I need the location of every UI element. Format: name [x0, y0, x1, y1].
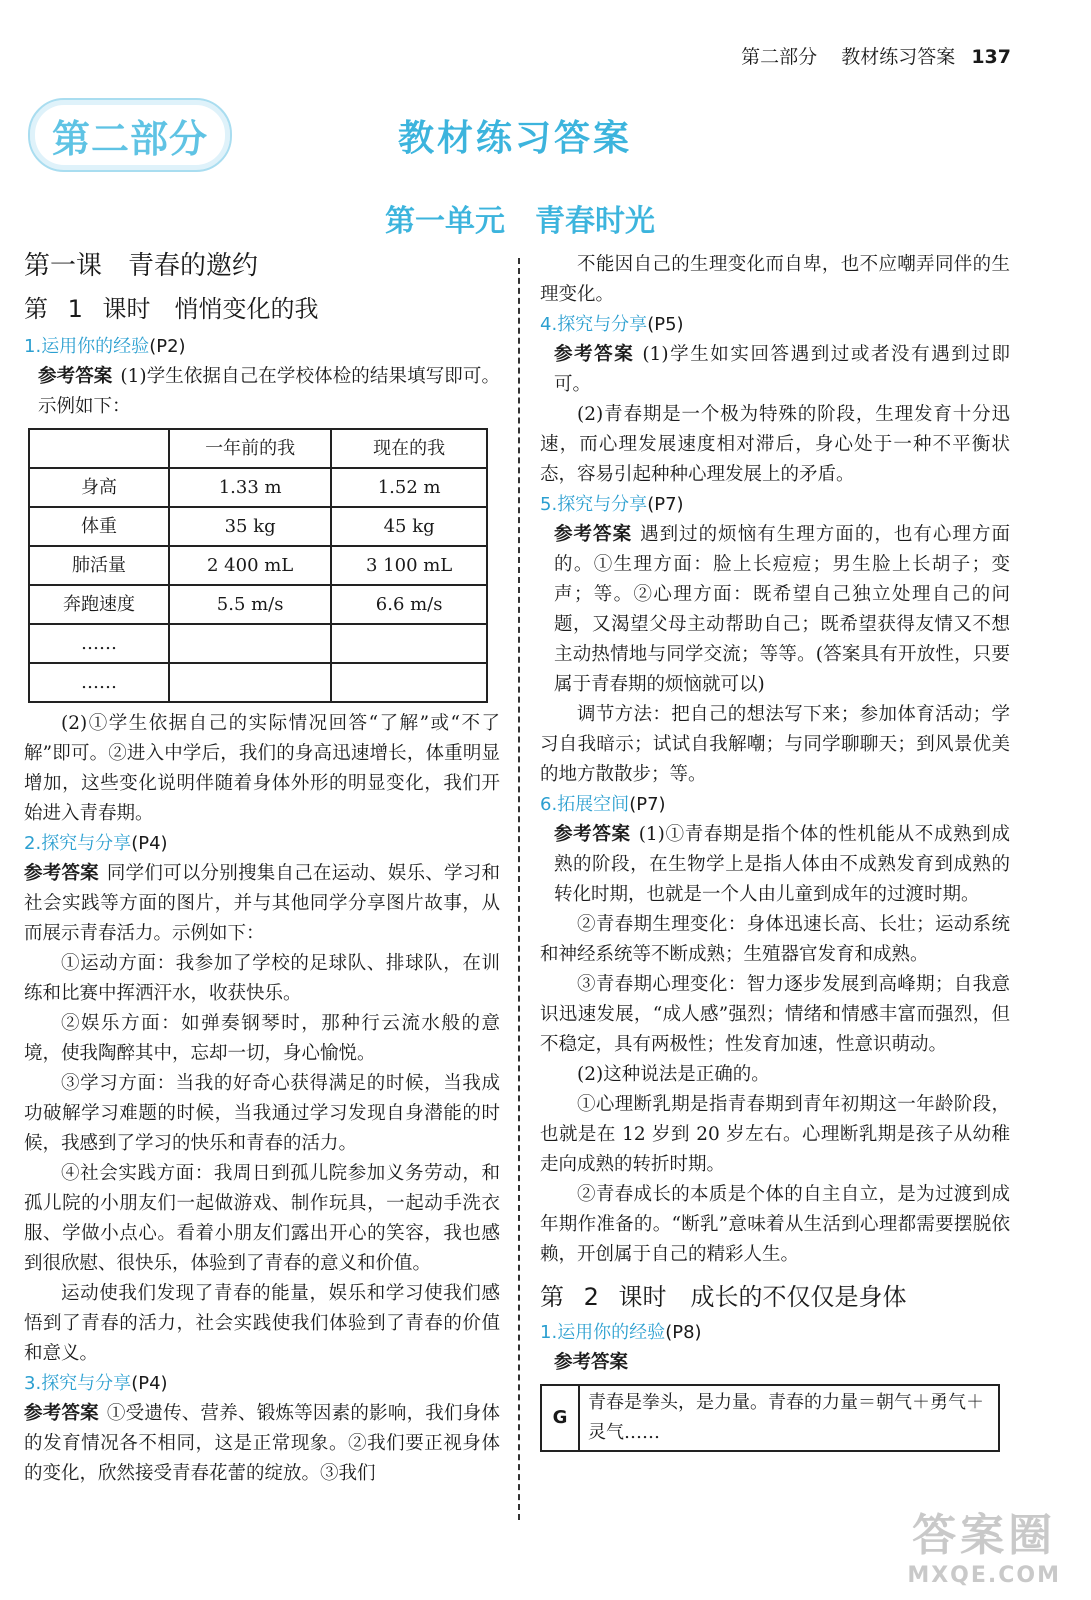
section-heading: 3.探究与分享(P4) — [24, 1373, 168, 1394]
watermark — [907, 1499, 1061, 1588]
running-header — [741, 42, 1011, 69]
answer-paragraph: ①心理断乳期是指青春期到青年初期这一年龄阶段，也就是在 12 岁到 20 岁左右。心理断乳期是孩子从幼稚走向成熟的转折时期。 — [540, 1094, 1010, 1175]
answer-paragraph: 调节方法：把自己的想法写下来；参加体育活动；学习自我暗示；试试自我解嘲；与同学聊聊天；到风景优美的地方散散步；等。 — [540, 704, 1010, 785]
table-row: 身高 1.33 m 1.52 m — [29, 468, 487, 507]
answer-label: 参考答案 — [24, 1403, 99, 1424]
answer-paragraph: 参考答案 ①受遗传、营养、锻炼等因素的影响，我们身体的发育情况各不相同，这是正常现象。②我们要正视身体的变化，欣然接受青春花蕾的绽放。③我们 — [24, 1403, 500, 1484]
answer-paragraph: (2)青春期是一个极为特殊的阶段，生理发育十分迅速，而心理发展速度相对滞后，身心处于一种不平衡状态，容易引起种种心理发展上的矛盾。 — [540, 404, 1010, 485]
answer-paragraph: 参考答案 同学们可以分别搜集自己在运动、娱乐、学习和社会实践等方面的图片，并与其他同学分享图片故事，从而展示青春活力。示例如下： — [24, 863, 500, 944]
answer-label: 参考答案 — [554, 824, 631, 845]
g-text: 青春是拳头，是力量。青春的力量＝朝气＋勇气＋灵气…… — [579, 1385, 999, 1451]
main-title: 教材练习答案 — [397, 118, 632, 159]
table-row: 体重 35 kg 45 kg — [29, 507, 487, 546]
header-title: 教材练习答案 — [841, 46, 956, 68]
watermark-logo: 答案圈 — [912, 1510, 1057, 1561]
answer-paragraph: ②娱乐方面：如弹奏钢琴时，那种行云流水般的意境，使我陶醉其中，忘却一切，身心愉悦。 — [24, 1013, 500, 1064]
answer-paragraph: ①运动方面：我参加了学校的足球队、排球队，在训练和比赛中挥洒汗水，收获快乐。 — [24, 953, 500, 1004]
period-title: 第 1 课时 悄悄变化的我 — [24, 295, 319, 323]
section-heading: 6.拓展空间(P7) — [540, 794, 666, 815]
answer-label: 参考答案 — [554, 344, 635, 365]
answer-paragraph: 参考答案 (1)学生如实回答遇到过或者没有遇到过即可。 — [554, 344, 1010, 395]
answer-label-line — [540, 1348, 1010, 1378]
section-heading: 1.运用你的经验(P8) — [540, 1322, 702, 1343]
answer-paragraph: ②青春期生理变化：身体迅速长高、长壮；运动系统和神经系统等不断成熟；生殖器官发育和成熟。 — [540, 914, 1010, 965]
lesson-title: 第一课 青春的邀约 — [24, 251, 259, 281]
page-number: 137 — [971, 46, 1011, 68]
header-section: 第二部分 — [741, 46, 818, 68]
table-row: …… — [29, 624, 487, 663]
part-badge: 第二部分 — [28, 98, 232, 172]
unit-title: 第一单元 青春时光 — [385, 204, 655, 239]
answer-paragraph: 运动使我们发现了青春的能量，娱乐和学习使我们感悟到了青春的活力，社会实践使我们体验到了青春的价值和意义。 — [24, 1283, 500, 1364]
answer-paragraph: (2)①学生依据自己的实际情况回答“了解”或“不了解”即可。②进入中学后，我们的身高迅速增长，体重明显增加，这些变化说明伴随着身体外形的明显变化，我们开始进入青春期。 — [24, 713, 500, 824]
section-heading: 2.探究与分享(P4) — [24, 833, 168, 854]
table-header-row: 一年前的我 现在的我 — [29, 429, 487, 468]
table-row: 奔跑速度 5.5 m/s 6.6 m/s — [29, 585, 487, 624]
answer-paragraph: 参考答案 遇到过的烦恼有生理方面的，也有心理方面的。①生理方面：脸上长痘痘；男生脸上长胡子；变声；等。②心理方面：既希望自己独立处理自己的问题，又渴望父母主动帮助自己；既希望获得友情又不想主动热情地与同学交流；等等。(答案具有开放性，只要属于青春期的烦恼就可以) — [554, 524, 1010, 695]
table-row: …… — [29, 663, 487, 702]
g-letter: G — [541, 1385, 579, 1451]
answer-label: 参考答案 — [554, 1352, 629, 1373]
answer-paragraph: (2)这种说法是正确的。 — [577, 1064, 770, 1085]
section-heading: 1.运用你的经验(P2) — [24, 336, 186, 357]
section-heading: 4.探究与分享(P5) — [540, 314, 684, 335]
answer-label: 参考答案 — [24, 863, 99, 884]
section-heading: 5.探究与分享(P7) — [540, 494, 684, 515]
answer-paragraph: ③青春期心理变化：智力逐步发展到高峰期；自我意识迅速发展，“成人感”强烈；情绪和情感丰富而强烈，但不稳定，具有两极性；性发育加速，性意识萌动。 — [540, 974, 1010, 1055]
left-column — [24, 244, 500, 1489]
answer-label: 参考答案 — [554, 524, 633, 545]
answer-paragraph: ④社会实践方面：我周日到孤儿院参加义务劳动，和孤儿院的小朋友们一起做游戏、制作玩具，一起动手洗衣服、学做小点心。看着小朋友们露出开心的笑容，我也感到很欣慰、很快乐，体验到了青春的意义和价值。 — [24, 1163, 500, 1274]
table-row: 肺活量 2 400 mL 3 100 mL — [29, 546, 487, 585]
g-answer-box — [540, 1384, 1000, 1452]
right-column — [540, 250, 1010, 1452]
body-data-table — [28, 428, 488, 703]
answer-paragraph: 参考答案 (1)学生依据自己在学校体检的结果填写即可。示例如下： — [38, 366, 500, 417]
column-divider — [518, 258, 520, 1520]
answer-paragraph: 参考答案 (1)①青春期是指个体的性机能从不成熟到成熟的阶段，在生物学上是指人体由不成熟发育到成熟的转化时期，也就是一个人由儿童到成年的过渡时期。 — [554, 824, 1010, 905]
watermark-url: MXQE.COM — [907, 1563, 1061, 1588]
answer-paragraph: ②青春成长的本质是个体的自主自立，是为过渡到成年期作准备的。“断乳”意味着从生活到心理都需要摆脱依赖，开创属于自己的精彩人生。 — [540, 1184, 1010, 1265]
answer-paragraph: ③学习方面：当我的好奇心获得满足的时候，当我成功破解学习难题的时候，当我通过学习发现自身潜能的时候，我感到了学习的快乐和青春的活力。 — [24, 1073, 500, 1154]
answer-label: 参考答案 — [38, 366, 113, 387]
answer-paragraph: 不能因自己的生理变化而自卑，也不应嘲弄同伴的生理变化。 — [540, 254, 1010, 305]
period-title: 第 2 课时 成长的不仅仅是身体 — [540, 1283, 907, 1311]
